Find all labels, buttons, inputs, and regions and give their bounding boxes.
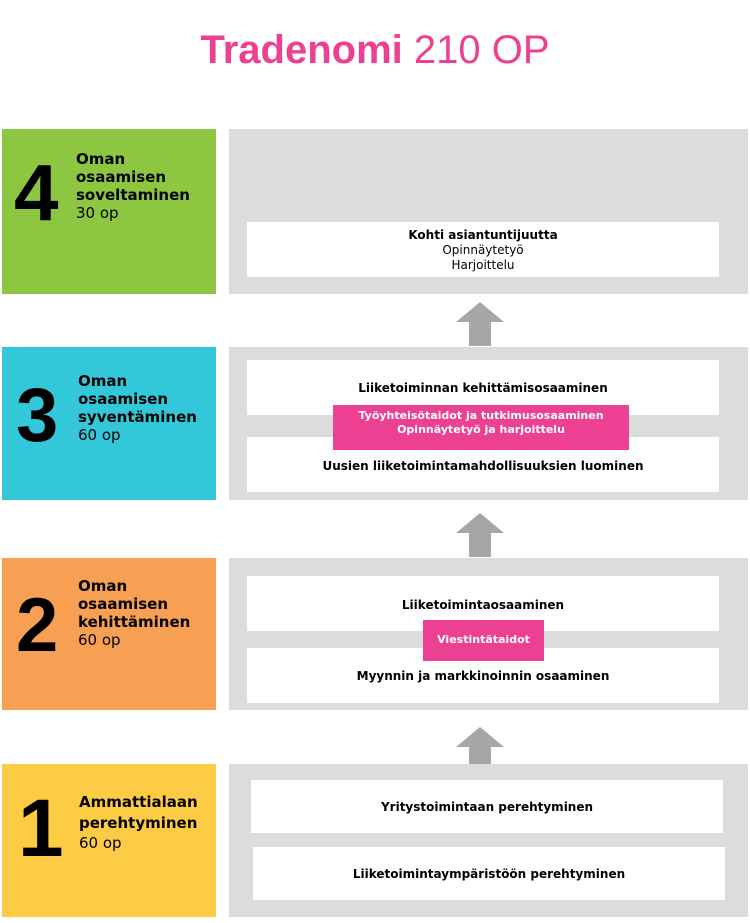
level-4-block xyxy=(2,129,216,294)
level-name: Oman osaamisen soveltaminen xyxy=(76,150,190,204)
level-text xyxy=(76,150,190,223)
level-text xyxy=(78,372,197,445)
level-name: Ammattialaan perehtyminen xyxy=(79,793,198,832)
box-title: Yritystoimintaan perehtyminen xyxy=(380,800,594,814)
liiketoimintaymparisto-box xyxy=(253,847,725,900)
badge-line: Viestintätaidot xyxy=(437,633,530,646)
level-name: Oman osaamisen kehittäminen xyxy=(78,577,191,631)
level-1-block xyxy=(2,764,216,917)
badge-line: Työyhteisötaidot ja tutkimusosaaminen xyxy=(358,409,604,422)
level-2-panel xyxy=(229,558,748,710)
level-2-block xyxy=(2,558,216,710)
box-title: Liiketoimintaympäristöön perehtyminen xyxy=(352,867,626,881)
box-line: Harjoittelu xyxy=(451,258,515,272)
box-title: Myynnin ja markkinoinnin osaaminen xyxy=(356,669,610,683)
up-arrow-icon xyxy=(456,302,504,346)
box-line: Opinnäytetyö xyxy=(442,243,524,257)
level-credits: 60 op xyxy=(79,834,122,852)
level-credits: 30 op xyxy=(76,204,119,222)
level-number: 1 xyxy=(18,783,64,874)
level-number: 2 xyxy=(16,583,59,668)
level-credits: 60 op xyxy=(78,426,121,444)
level-credits: 60 op xyxy=(78,631,121,649)
level-1-panel xyxy=(229,764,748,917)
level-number: 3 xyxy=(16,373,59,458)
yritystoiminta-box xyxy=(251,780,723,833)
box-title: Uusien liiketoimintamahdollisuuksien luominen xyxy=(322,459,644,473)
box-title: Kohti asiantuntijuutta xyxy=(408,228,558,242)
level-4-panel xyxy=(229,129,748,294)
level-text xyxy=(78,577,190,650)
up-arrow-icon xyxy=(456,513,504,557)
box-title: Liiketoiminnan kehittämisosaaminen xyxy=(358,381,608,395)
asiantuntijuus-box xyxy=(247,222,719,277)
badge-line: Opinnäytetyö ja harjoittelu xyxy=(397,423,565,436)
level-3-panel xyxy=(229,347,748,500)
level-number: 4 xyxy=(14,148,59,237)
level-name: Oman osaamisen syventäminen xyxy=(78,372,197,426)
viestintataidot-badge xyxy=(423,620,544,661)
page-title: Tradenomi 210 OP xyxy=(200,28,550,72)
level-text xyxy=(79,792,198,853)
box-title: Liiketoimintaosaaminen xyxy=(401,598,565,612)
tyoyhteisotaidot-badge xyxy=(333,405,629,450)
level-3-block xyxy=(2,347,216,500)
